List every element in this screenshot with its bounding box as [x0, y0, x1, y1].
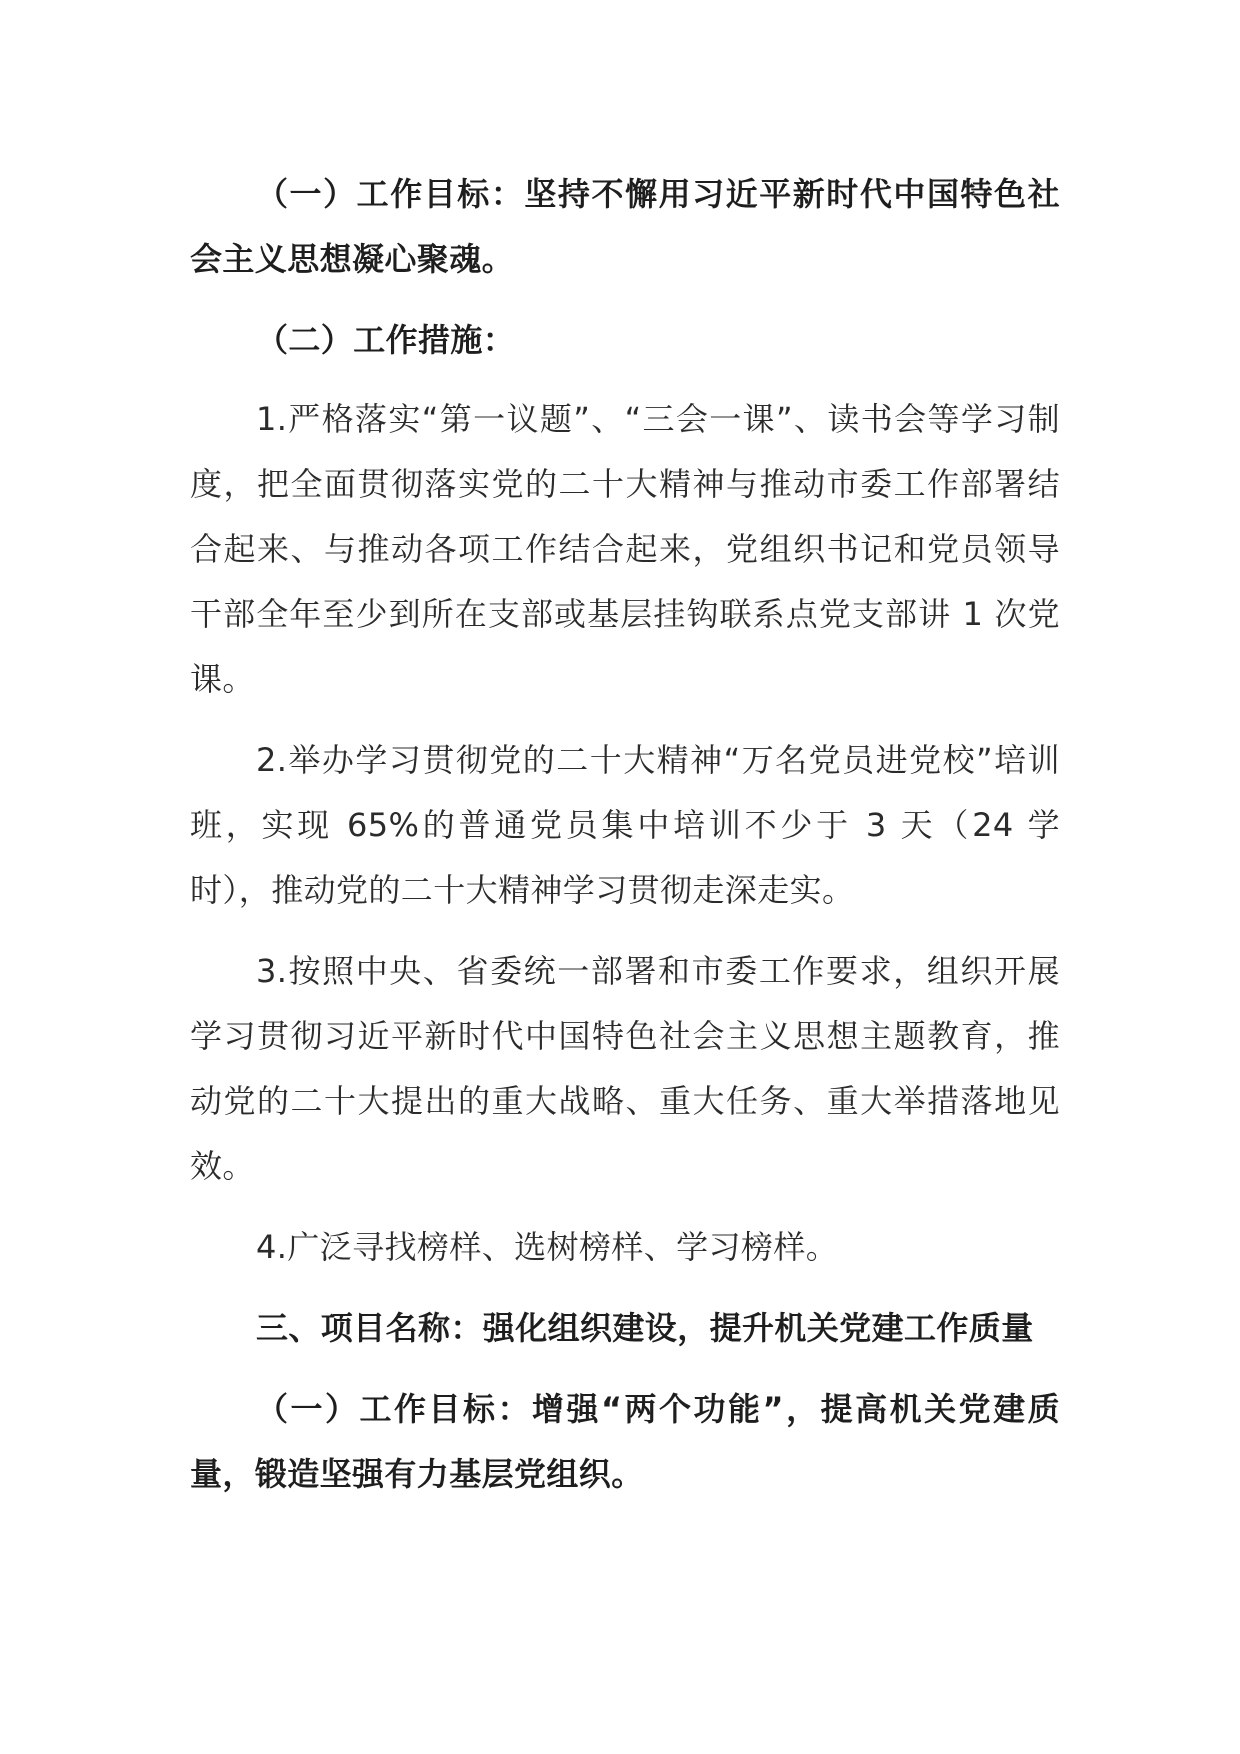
project-goal-paragraph: （一）工作目标：增强“两个功能”，提高机关党建质量，锻造坚强有力基层党组织。 — [190, 1390, 1060, 1493]
measure-item-1: 1.严格落实“第一议题”、“三会一课”、读书会等学习制度，把全面贯彻落实党的二十大精神与推动市委工作部署结合起来、与推动各项工作结合起来，党组织书记和党员领导干部全年至少到所在支部或基层挂钩联系点党支部讲 1 次党课。 — [190, 400, 1060, 698]
measures-heading: （二）工作措施： — [256, 321, 516, 359]
project-heading: 三、项目名称：强化组织建设，提升机关党建工作质量 — [256, 1309, 1034, 1347]
measure-item-2: 2.举办学习贯彻党的二十大精神“万名党员进党校”培训班，实现 65%的普通党员集中培训不少于 3 天（24 学时），推动党的二十大精神学习贯彻走深走实。 — [190, 741, 1060, 909]
goal-paragraph: （一）工作目标：坚持不懈用习近平新时代中国特色社会主义思想凝心聚魂。 — [190, 175, 1060, 278]
document-body — [190, 162, 1060, 1507]
measure-item-3: 3.按照中央、省委统一部署和市委工作要求，组织开展学习贯彻习近平新时代中国特色社会主义思想主题教育，推动党的二十大提出的重大战略、重大任务、重大举措落地见效。 — [190, 952, 1060, 1185]
measure-item-4: 4.广泛寻找榜样、选树榜样、学习榜样。 — [256, 1228, 839, 1266]
